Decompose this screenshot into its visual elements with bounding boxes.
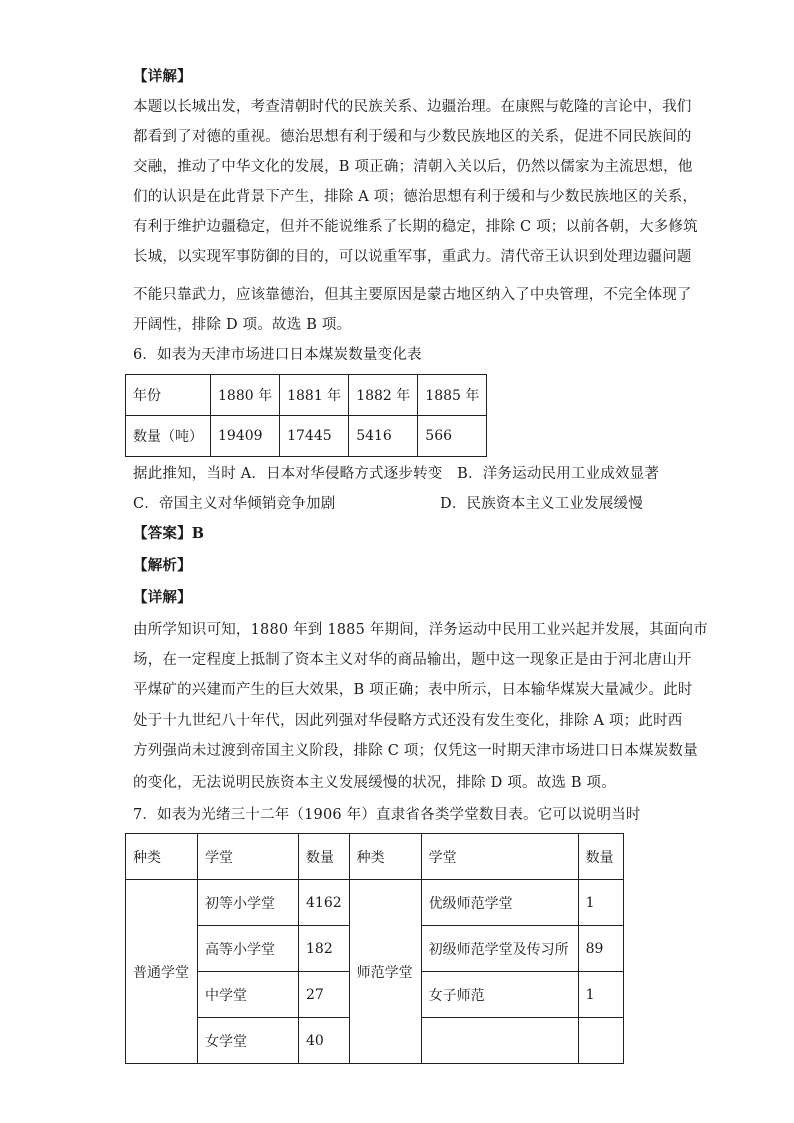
table-cell: 566 [418, 416, 487, 457]
table-cell [421, 1018, 578, 1064]
analysis-heading: 【解析】 [133, 557, 192, 574]
table-cell: 1880 年 [211, 375, 280, 416]
paragraph-line: 不能只靠武力，应该靠德治，但其主要原因是蒙古地区纳入了中央管理，不完全体现了 [133, 287, 692, 303]
table-header-cell: 种类 [349, 834, 421, 880]
table-cell: 17445 [280, 416, 349, 457]
paragraph-line: 长城，以实现军事防御的目的，可以说重军事，重武力。清代帝王认识到处理边疆问题 [133, 249, 692, 265]
table-cell: 女学堂 [198, 1018, 299, 1064]
question-7-stem: 7．如表为光绪三十二年（1906 年）直隶省各类学堂数目表。它可以说明当时 [133, 807, 641, 823]
table-cell: 年份 [126, 375, 211, 416]
table-cell: 4162 [299, 880, 350, 926]
category-cell: 普通学堂 [126, 880, 198, 1064]
table-cell [578, 1018, 623, 1064]
paragraph-line: 由所学知识可知，1880 年到 1885 年期间，洋务运动中民用工业兴起并发展，其面向市 [133, 622, 708, 638]
question-6-options-ab: 据此推知，当时 A．日本对华侵略方式逐步转变 B．洋务运动民用工业成效显著 [133, 466, 660, 482]
question-6-option-c: C．帝国主义对华倾销竞争加剧 [133, 496, 336, 512]
paragraph-line: 平煤矿的兴建而产生的巨大效果，B 项正确；表中所示，日本输华煤炭大量减少。此时 [133, 682, 693, 698]
paragraph-line: 交融，推动了中华文化的发展，B 项正确；清朝入关以后，仍然以儒家为主流思想，他 [133, 159, 693, 175]
question-6-option-d: D．民族资本主义工业发展缓慢 [440, 496, 643, 512]
table-cell: 89 [578, 926, 623, 972]
category-cell: 师范学堂 [349, 880, 421, 1064]
detail-heading: 【详解】 [133, 589, 192, 606]
school-count-table [125, 833, 624, 1064]
table-row [126, 375, 487, 416]
table-cell: 182 [299, 926, 350, 972]
table-cell: 中学堂 [198, 972, 299, 1018]
question-6-stem: 6．如表为天津市场进口日本煤炭数量变化表 [133, 347, 422, 363]
table-row [126, 834, 624, 880]
paragraph-line: 处于十九世纪八十年代，因此列强对华侵略方式还没有发生变化，排除 A 项；此时西 [133, 713, 683, 729]
table-cell: 1882 年 [349, 375, 418, 416]
table-cell: 5416 [349, 416, 418, 457]
paragraph-line: 本题以长城出发，考查清朝时代的民族关系、边疆治理。在康熙与乾隆的言论中，我们 [133, 99, 692, 115]
paragraph-line: 们的认识是在此背景下产生，排除 A 项；德治思想有利于缓和与少数民族地区的关系， [133, 189, 698, 205]
table-header-cell: 种类 [126, 834, 198, 880]
table-cell: 高等小学堂 [198, 926, 299, 972]
paragraph-line: 都看到了对德的重视。德治思想有利于缓和与少数民族地区的关系，促进不同民族间的 [133, 129, 692, 145]
paragraph-line: 有利于维护边疆稳定，但并不能说维系了长期的稳定，排除 C 项；以前各朝，大多修筑 [133, 219, 698, 235]
table-cell: 19409 [211, 416, 280, 457]
table-cell: 1885 年 [418, 375, 487, 416]
table-cell: 女子师范 [421, 972, 578, 1018]
coal-import-table [125, 374, 487, 457]
table-cell: 初等小学堂 [198, 880, 299, 926]
table-header-cell: 数量 [578, 834, 623, 880]
table-cell: 27 [299, 972, 350, 1018]
paragraph-line: 场，在一定程度上抵制了资本主义对华的商品输出，题中这一现象正是由于河北唐山开 [133, 652, 692, 668]
table-cell: 40 [299, 1018, 350, 1064]
paragraph-line: 开阔性，排除 D 项。故选 B 项。 [133, 317, 352, 333]
section-heading-detail: 【详解】 [133, 68, 192, 85]
table-header-cell: 学堂 [421, 834, 578, 880]
table-cell: 1 [578, 972, 623, 1018]
table-cell: 1 [578, 880, 623, 926]
table-cell: 数量（吨） [126, 416, 211, 457]
table-header-cell: 学堂 [198, 834, 299, 880]
table-cell: 初级师范学堂及传习所 [421, 926, 578, 972]
table-row [126, 416, 487, 457]
table-cell: 优级师范学堂 [421, 880, 578, 926]
table-cell: 1881 年 [280, 375, 349, 416]
table-header-cell: 数量 [299, 834, 350, 880]
paragraph-line: 方列强尚未过渡到帝国主义阶段，排除 C 项；仅凭这一时期天津市场进口日本煤炭数量 [133, 743, 698, 759]
table-row [126, 880, 624, 926]
answer-label: 【答案】B [133, 525, 205, 542]
paragraph-line: 的变化，无法说明民族资本主义发展缓慢的状况，排除 D 项。故选 B 项。 [133, 775, 616, 791]
